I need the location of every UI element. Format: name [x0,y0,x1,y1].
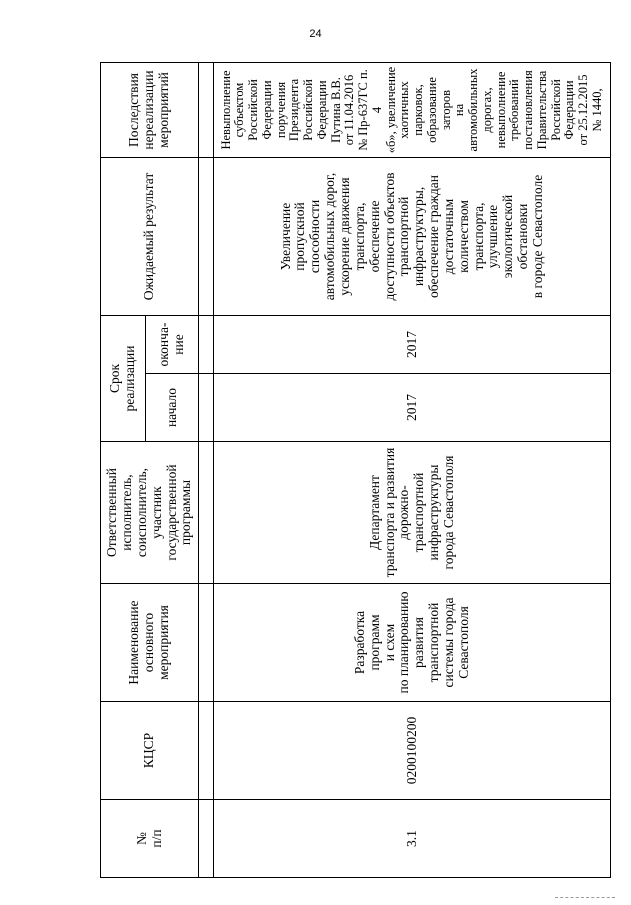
table-row [214,62,611,877]
header-start: начало [146,374,199,442]
blank-cell [199,62,214,157]
header-result: Ожидаемый результат [101,157,199,315]
header-kcsr: КЦСР [101,702,199,800]
blank-cell [199,315,214,373]
header-term: Срок реализации [101,315,146,441]
blank-cell [199,702,214,800]
header-name: Наименование основного мероприятия [101,584,199,702]
cell-kcsr: 0200100200 [214,702,611,800]
blank-cell [199,374,214,442]
page-number: 24 [309,28,322,40]
header-end: оконча- ние [146,315,199,373]
header-row-1 [101,62,146,877]
column-number-row [199,62,214,877]
cell-num: 3.1 [214,800,611,878]
header-executor: Ответственный исполнитель, соисполнитель, участник государственной программы [101,442,199,584]
cell-consequences: Невыполнение субъектом Российской Федерации поручения Президента Российской Федерации Путина В.В. от 11.04.2016 № Пр-637ГС п. 4 «б», увеличение хаотичных парковок, образование заторов на автомобильных дорогах, невыполнение требований постановления Правительства Российской Федерации от 25.12.2015 № 1440, [214,62,611,157]
cell-executor: Департамент транспорта и развития дорожно- транспортной инфраструктуры города Севастополя [214,442,611,584]
cell-end: 2017 [214,315,611,373]
header-consequences: Последствия нереализации мероприятий [101,62,199,157]
blank-cell [199,800,214,878]
cell-start: 2017 [214,374,611,442]
blank-cell [199,442,214,584]
cell-result: Увеличение пропускной способности автомобильных дорог, ускорение движения транспорта, обеспечение доступности объектов транспортной инфраструктуры, обеспечение граждан достаточным количеством транспорта, улучшение экологической обстановки в городе Севастополе [214,157,611,315]
header-num: № п/п [101,800,199,878]
blank-cell [199,157,214,315]
measures-table [100,62,611,878]
blank-cell [199,584,214,702]
rotated-table-wrapper [100,63,611,878]
scan-edge-line [555,897,615,898]
cell-name: Разработка программ и схем по планированию развития транспортной системы города Севастополя [214,584,611,702]
